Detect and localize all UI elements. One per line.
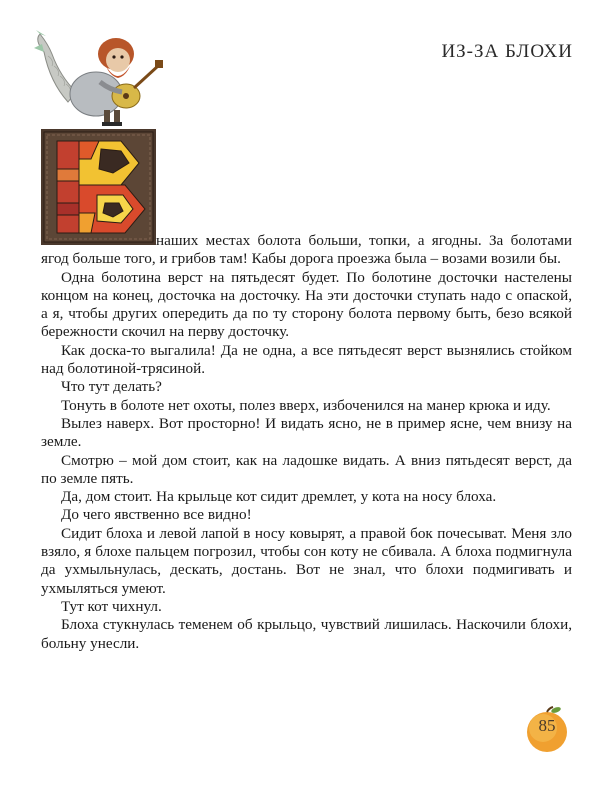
dropcap-ornament [41,129,156,245]
page-number: 85 [538,716,556,735]
paragraph: Тут кот чихнул. [61,597,162,615]
paragraph: Что тут делать? [61,378,162,396]
story-text [41,232,572,653]
page-title: ИЗ-ЗА БЛОХИ [441,41,573,62]
paragraph: Сидит блоха и левой лапой в носу ковырят, а правой бок почесыват. Меня зло взяло, я блохе пальцем погрозил, чтобы сон коту не сбивала. А блоха подмигнула да ухмыльнулась, дескать, достань. Вот не знал, что блохи подмигивать и ухмыляться умеют. [41,524,572,597]
paragraph: Одна болотина верст на пятьдесят будет. По болотине досточки настелены концом на конец, досточка на досточку. На эти досточки ступать надо с опаской, а я, чтобы других опередить да по ту сторону болота первому быть, безо всякой бережности скочил на перву досточку. [41,268,572,341]
paragraph: наших местах болота больши, топки, а ягодны. За болотами ягод больше того, и грибов там! Кабы дорога проезжа была – возами возили бы. [41,232,572,268]
paragraph: Как доска-то выгалила! Да не одна, а все пятьдесят верст вызнялись стойком над болотиной-трясиной. [41,341,572,378]
paragraph: Вылез наверх. Вот просторно! И видать ясно, не в пример ясне, чем внизу на земле. [41,414,572,451]
paragraph: Блоха стукнулась теменем об крыльцо, чувствий лишилась. Наскочили блохи, больну унесли. [41,616,572,652]
paragraph: До чего явственно все видно! [61,506,252,524]
paragraph: Да, дом стоит. На крыльце кот сидит дремлет, у кота на носу блоха. [61,488,497,506]
paragraph: Смотрю – мой дом стоит, как на ладошке видать. А вниз пятьдесят верст, да по земле пять. [41,451,572,487]
creature-with-balalaika-illustration [30,30,170,140]
paragraph: Тонуть в болоте нет охоты, полез вверх, избоченился на манер крюка и иду. [61,396,551,414]
page-number-badge [522,704,572,754]
